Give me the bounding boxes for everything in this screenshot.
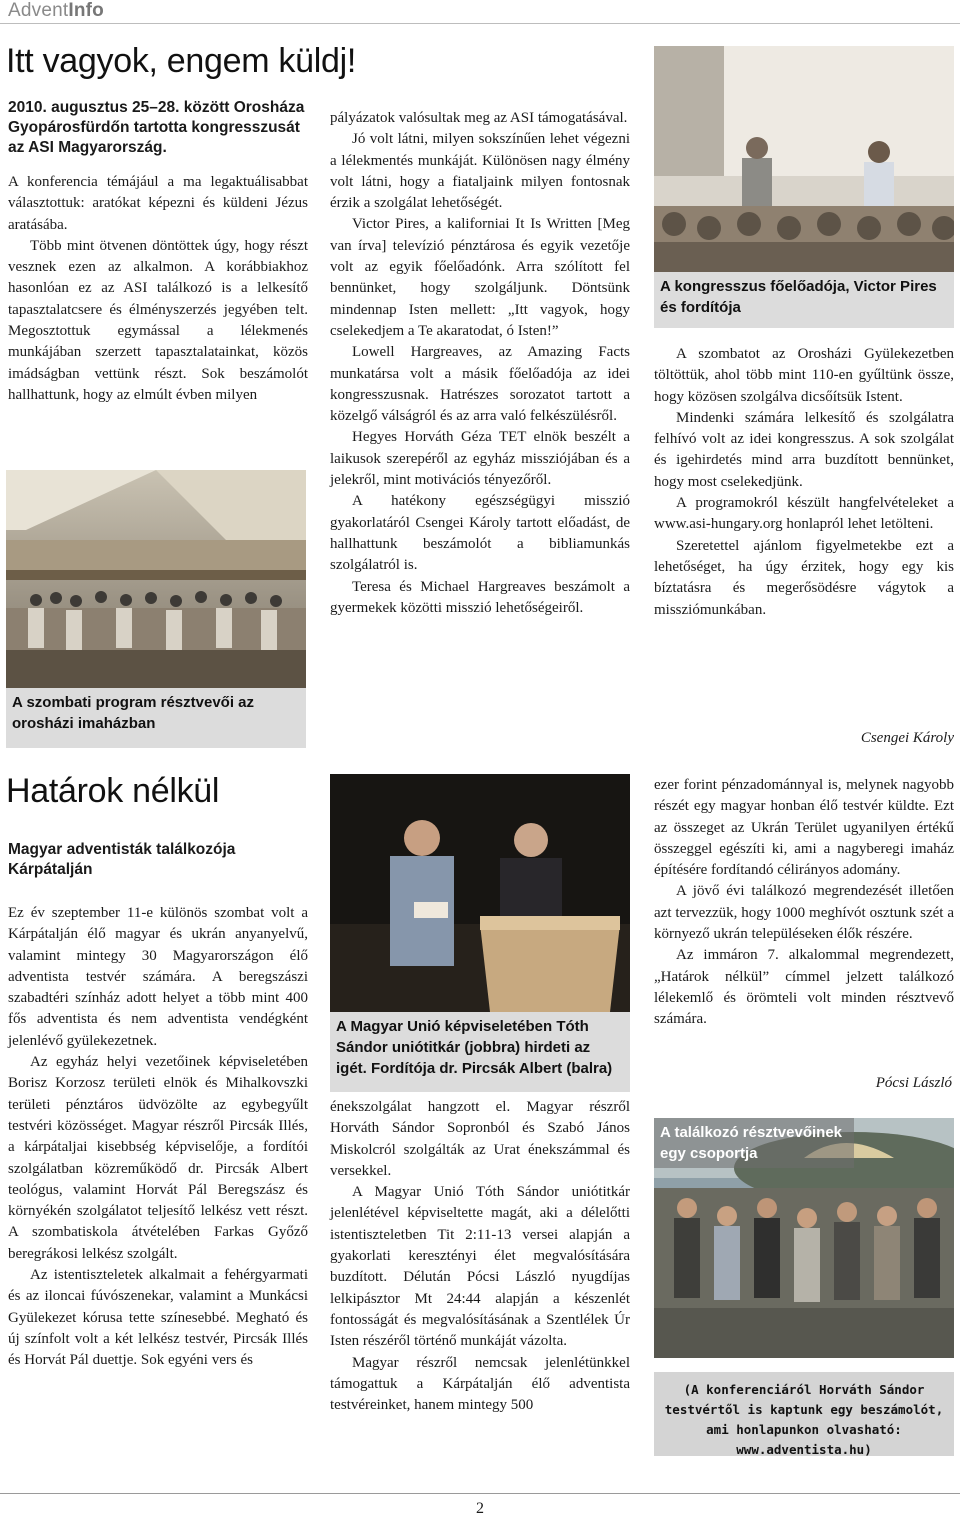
paragraph: Lowell Hargreaves, az Amazing Facts munkatársa volt a másik főelőadója az idei kongresszusnak. Hatrészes sorozatot tartott a közelgő válságról és az arra való felkészülésről. xyxy=(330,344,630,425)
article1-column-3 xyxy=(654,344,954,621)
paragraph: Jó volt látni, milyen sokszínűen lehet végezni a lélekmentés munkáját. Különösen nagy élmény volt látni, hogy a fiataljaink milyen fontosnak érzik a szolgálat lehetőségét. xyxy=(330,131,630,212)
brand-info: Info xyxy=(68,0,104,21)
article1-column-2 xyxy=(330,108,630,619)
pulpit-photo-caption: A Magyar Unió képviseletében Tóth Sándor uniótitkár (jobbra) hirdeti az igét. Fordítója dr. Pircsák Albert (balra) xyxy=(330,1012,630,1092)
paragraph: Magyar részről nemcsak jelenlétünkkel támogattuk a Kárpátalján élő adventista testvéreinket, hanem mintegy 500 xyxy=(330,1354,630,1414)
congregation-photo-image xyxy=(6,470,306,688)
brand-advent: Advent xyxy=(8,0,69,21)
paragraph: Ez év szeptember 11-e különös szombat volt a Kárpátalján élő magyar és ukrán anyanyelvű, valamint mintegy 30 Magyarországon élő adventista testvér számára. A beregszászi szabadtéri színház adott helyet a több mint 400 fős adventista és nem adventista vendégként jelenlévő gyülekezetnek. xyxy=(8,905,308,1049)
article2-column-2 xyxy=(330,1097,630,1416)
header-rule xyxy=(0,23,960,24)
paragraph: Teresa és Michael Hargreaves beszámolt a gyermekek közötti misszió lehetőségeiről. xyxy=(330,578,630,616)
speakers-photo-image xyxy=(654,46,954,272)
group-photo xyxy=(654,1118,954,1358)
paragraph: A szombatot az Orosházi Gyülekezetben töltöttük, ahol több mint 110-en gyűltünk össze, hogy közösen szolgálva dicsőítsük Istent. xyxy=(654,346,954,405)
paragraph: Hegyes Horváth Géza TET elnök beszélt a laikusok szerepéről az egyház missziójában és a jelekről, mint motivációs tényezőről. xyxy=(330,429,630,489)
paragraph: Az istentiszteletek alkalmait a fehérgyarmati és az iloncai fúvószenekar, valamint a Munkácsi Gyülekezet kórusa tette színesebbé. Megható és új színfolt volt a két lelkész testvér, Pircsák Illés és Horvát Pál duettje. Sok egyéni vers és xyxy=(8,1267,308,1369)
article1-title: Itt vagyok, engem küldj! xyxy=(6,42,356,80)
paragraph: A jövő évi találkozó megrendezését illetően azt tervezzük, hogy 1000 meghívót osztunk szét a környező ukrán településeken élők részére. xyxy=(654,883,954,943)
congregation-photo-caption: A szombati program résztvevői az orosházi imaházban xyxy=(6,688,306,748)
speakers-photo xyxy=(654,46,954,272)
congregation-photo xyxy=(6,470,306,688)
article2-signature: Pócsi László xyxy=(875,1075,952,1091)
paragraph: A Magyar Unió Tóth Sándor uniótitkár jelenlétével képviseltette magát, aki a délelőtti istentiszteletben Tit 2:11-13 versei alapján a gyakorlati keresztényi élet megvalósítására buzdított. Délután Pócsi László nyugdíjas lelkipásztor Mt 24:44 alapján a készenlét fontosságát és megvalósításának a Szentlélek Úr Isten részéről történő munkáját vázolta. xyxy=(330,1184,630,1350)
article1-signature: Csengei Károly xyxy=(860,730,954,746)
paragraph: Mindenki számára lelkesítő és szolgálatra felhívó volt az idei kongresszus. A sok szolgálat és igehirdetés mind arra buzdított bennünket, hogy most cselekedjünk. xyxy=(654,409,954,490)
paragraph: Több mint ötvenen döntöttek úgy, hogy részt vesznek ezen az alkalmon. A korábbiakhoz hasonlóan ez az ASI találkozó is a lelkesítő tapasztalatcsere és élményszerzés jegyében telt. Megosztottuk egymással a lélekmenés munkájában szerzett tapasztalatainkat, közös imádságban vettünk részt. Sok beszámolót hallhattunk, hogy az elmúlt évben milyen xyxy=(8,237,308,403)
article2-column-3 xyxy=(654,775,954,1031)
article1-column-1 xyxy=(8,172,308,406)
page-number: 2 xyxy=(476,1500,484,1517)
paragraph: Az immáron 7. alkalommal megrendezett, „Határok nélkül” címmel jelzett találkozó lélekemlő és örömteli volt minden résztvevő számára. xyxy=(654,947,954,1028)
speakers-photo-caption: A kongresszus főelőadója, Victor Pires és fordítója xyxy=(654,272,954,328)
paragraph: A konferencia témájául a ma legaktuálisabbat választottuk: aratókat képezni és küldeni Jézus aratásába. xyxy=(8,174,308,233)
article2-column-1 xyxy=(8,903,308,1372)
pulpit-photo-image xyxy=(330,774,630,1012)
paragraph: Victor Pires, a kaliforniai It Is Written [Meg van írva] televízió pénztárosa és egyik vezetője volt az egyik főelőadónk. Arra szólított fel bennünket, hogy szolgáljunk. Döntsünk mindennap Isten mellett: „Itt vagyok, hogy cselekedjem a Te akaratodat, ó Isten!” xyxy=(330,216,630,339)
paragraph: A hatékony egészségügyi misszió gyakorlatáról Csengei Károly tartott előadást, de hallhattunk beszámolót a bibliamunkás szolgálatról is. xyxy=(330,493,630,574)
article1-lead: 2010. augusztus 25–28. között Orosháza Gyopárosfürdőn tartotta kongresszusát az ASI Magyarország. xyxy=(8,99,305,156)
website-note-box: (A konferenciáról Horváth Sándor testvértől is kaptunk egy beszámolót, ami honlapunkon olvasható: www.adventista.hu) xyxy=(654,1372,954,1456)
footer-rule xyxy=(0,1493,960,1494)
paragraph: pályázatok valósultak meg az ASI támogatásával. xyxy=(330,110,628,126)
article2-subtitle: Magyar adventisták találkozója Kárpátalján xyxy=(8,841,236,878)
article2-title: Határok nélkül xyxy=(6,772,220,810)
paragraph: Az egyház helyi vezetőinek képviseletében Borisz Korzosz területi elnök és Mihalkovszki területi pénztáros üdvözölte az egybegyűlt testvéri közösséget. Magyar részről Pircsák Illés, a kárpátaljai kisebbség képviselője, a fordítói szolgálatban közreműködő dr. Pircsák Albert teológus, valamint Horvát Pál Beregszász és környékén szolgálatot teljesítő lelkész vett részt. A szombatiskola átvételében Farkas Győző beregrákosi lelkész szolgált. xyxy=(8,1054,308,1262)
paragraph: ezer forint pénzadománnyal is, melynek nagyobb részét egy magyar honban élő testvér küldte. Ezt az összeget az Ukrán Terület ugyanilyen értékű összeggel egészíti ki, ami a nagyberegi imaház építésére fordítandó célirányos adomány. xyxy=(654,777,954,879)
paragraph: énekszolgálat hangzott el. Magyar részről Horváth Sándor Sopronból és Szabó János Miskolcról szolgálták az Urat énekszámmal és versekkel. xyxy=(330,1099,630,1179)
magazine-brand xyxy=(8,0,104,22)
pulpit-photo xyxy=(330,774,630,1012)
paragraph: Szeretettel ajánlom figyelmetekbe ezt a lehetőséget, ha úgy érzitek, hogy egy kis bíztatásra és megerősödésre vágytok a missziómunkában. xyxy=(654,537,954,618)
group-photo-caption: A találkozó résztvevőinek egy csoportja xyxy=(654,1118,854,1168)
paragraph: A programokról készült hangfelvételeket a www.asi-hungary.org honlapról lehet letölteni. xyxy=(654,495,954,533)
